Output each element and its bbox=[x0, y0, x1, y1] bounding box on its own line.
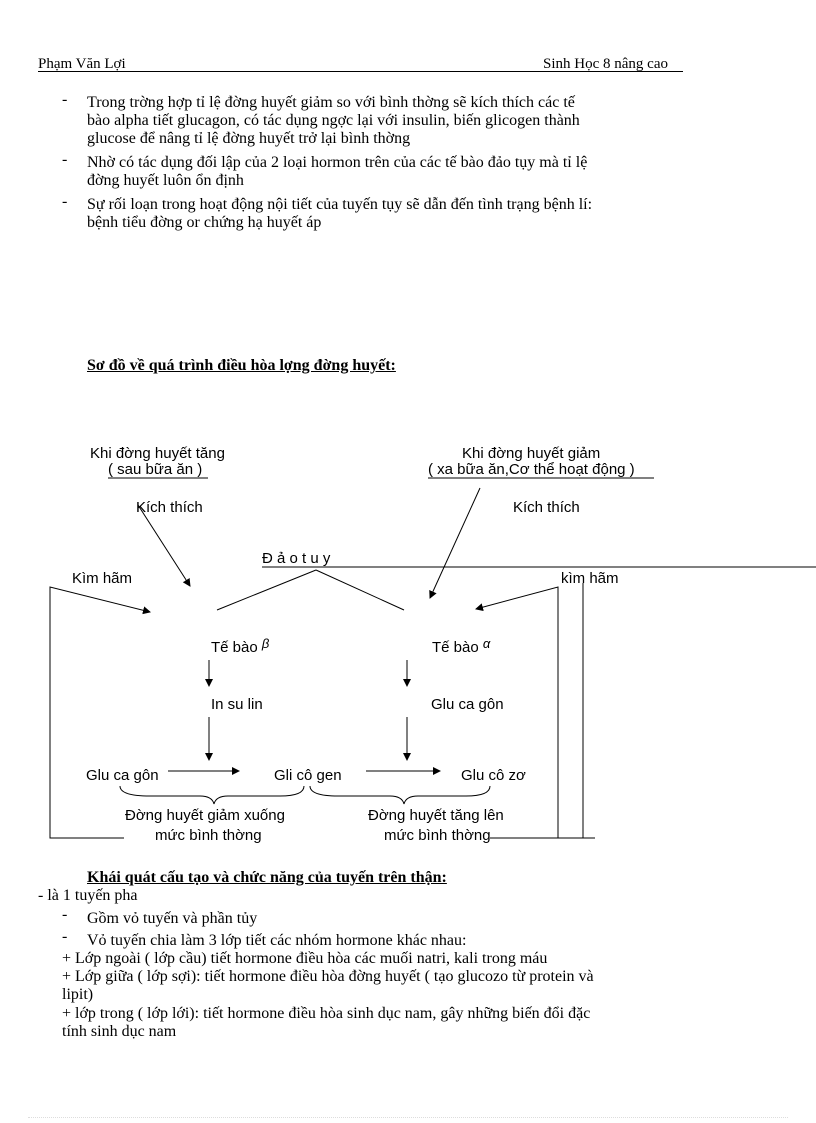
layer-inner-line1: + lớp trong ( lớp lới): tiết hormone điều hòa sinh dục nam, gây những biến đổi đặc bbox=[62, 1005, 591, 1022]
arrow-stimulate-right bbox=[430, 488, 480, 598]
header-subject: Sinh Học 8 nâng cao bbox=[543, 56, 668, 72]
stimulate-left-label: Kích thích bbox=[136, 499, 203, 516]
islet-branch-right bbox=[316, 570, 404, 610]
alpha-symbol: α bbox=[482, 636, 491, 651]
bullet-line: Nhờ có tác dụng đối lập của 2 loại hormon trên của các tế bào đảo tụy mà tỉ lệ bbox=[87, 154, 588, 171]
insulin-label: In su lin bbox=[211, 696, 263, 713]
bullet-line: bào alpha tiết glucagon, có tác dụng ngợc lại với insulin, biến glicogen thành bbox=[87, 112, 580, 129]
bullet-line: Gồm vỏ tuyến và phần tủy bbox=[87, 910, 258, 927]
pancreas-islet-label: Đ ả o t u y bbox=[262, 550, 331, 567]
alpha-cell-text: Tế bào bbox=[432, 639, 479, 656]
stimulate-right-label: Kích thích bbox=[513, 499, 580, 516]
brace-left bbox=[120, 786, 304, 804]
glycogen-label: Gli cô gen bbox=[274, 767, 342, 784]
bullet-dash: - bbox=[62, 151, 68, 168]
feedback-left-bracket bbox=[50, 587, 150, 838]
left-condition: Khi đờng huyết tăng bbox=[90, 445, 225, 462]
beta-cell-label bbox=[211, 636, 270, 656]
bullet-line: đờng huyết luôn ổn định bbox=[87, 172, 244, 189]
layer-middle-line1: + Lớp giữa ( lớp sợi): tiết hormone điều hòa đờng huyết ( tạo glucozo từ protein và bbox=[62, 968, 594, 985]
bullet-dash: - bbox=[62, 91, 68, 108]
result-right-line1: Đờng huyết tăng lên bbox=[368, 807, 504, 824]
section-title-adrenal-gland: Khái quát cấu tạo và chức năng của tuyến trên thận: bbox=[87, 869, 447, 886]
bullet-line: Trong trờng hợp tỉ lệ đờng huyết giảm so với bình thờng sẽ kích thích các tế bbox=[87, 94, 575, 111]
islet-branch-left bbox=[217, 570, 316, 610]
bullet-line: bệnh tiểu đờng or chứng hạ huyết áp bbox=[87, 214, 322, 231]
bullet-line: Vỏ tuyến chia làm 3 lớp tiết các nhóm hormone khác nhau: bbox=[87, 932, 467, 949]
bullet-line: Sự rối loạn trong hoạt động nội tiết của tuyến tụy sẽ dẫn đến tình trạng bệnh lí: bbox=[87, 196, 593, 213]
beta-cell-text: Tế bào bbox=[211, 639, 258, 656]
inhibit-left-label: Kìm hãm bbox=[72, 570, 133, 587]
section-title-blood-sugar-diagram: Sơ đồ về quá trình điều hòa lợng đờng huyết: bbox=[87, 357, 396, 374]
result-left-line2: mức bình thờng bbox=[155, 827, 262, 844]
page-footer-divider bbox=[28, 1117, 788, 1118]
glucose-label: Glu cô zơ bbox=[461, 767, 526, 784]
bullet-dash: - bbox=[62, 906, 68, 923]
layer-inner-line2: tính sinh dục nam bbox=[62, 1023, 177, 1040]
arrow-stimulate-left bbox=[138, 505, 190, 586]
section2-intro: - là 1 tuyến pha bbox=[38, 887, 138, 904]
alpha-cell-label bbox=[432, 636, 491, 656]
right-condition-note: ( xa bữa ăn,Cơ thể hoạt động ) bbox=[428, 461, 635, 478]
glucagon-hormone-label: Glu ca gôn bbox=[431, 696, 504, 713]
left-condition-note: ( sau bữa ăn ) bbox=[108, 461, 203, 478]
layer-outer: + Lớp ngoài ( lớp cầu) tiết hormone điều hòa các muối natri, kali trong máu bbox=[62, 950, 548, 967]
bullet-dash: - bbox=[62, 193, 68, 210]
brace-right bbox=[310, 786, 490, 804]
result-right-line2: mức bình thờng bbox=[384, 827, 491, 844]
inhibit-right-label: kìm hãm bbox=[561, 570, 619, 587]
bullet-dash: - bbox=[62, 928, 68, 945]
bullet-line: glucose để nâng tỉ lệ đờng huyết trở lại bình thờng bbox=[87, 130, 411, 147]
beta-symbol: β bbox=[261, 636, 270, 651]
right-condition: Khi đờng huyết giảm bbox=[462, 445, 601, 462]
result-left-line1: Đờng huyết giảm xuống bbox=[125, 807, 285, 824]
layer-middle-line2: lipit) bbox=[62, 986, 94, 1003]
glucagon-bottom-label: Glu ca gôn bbox=[86, 767, 159, 784]
header-author: Phạm Văn Lợi bbox=[38, 56, 126, 72]
